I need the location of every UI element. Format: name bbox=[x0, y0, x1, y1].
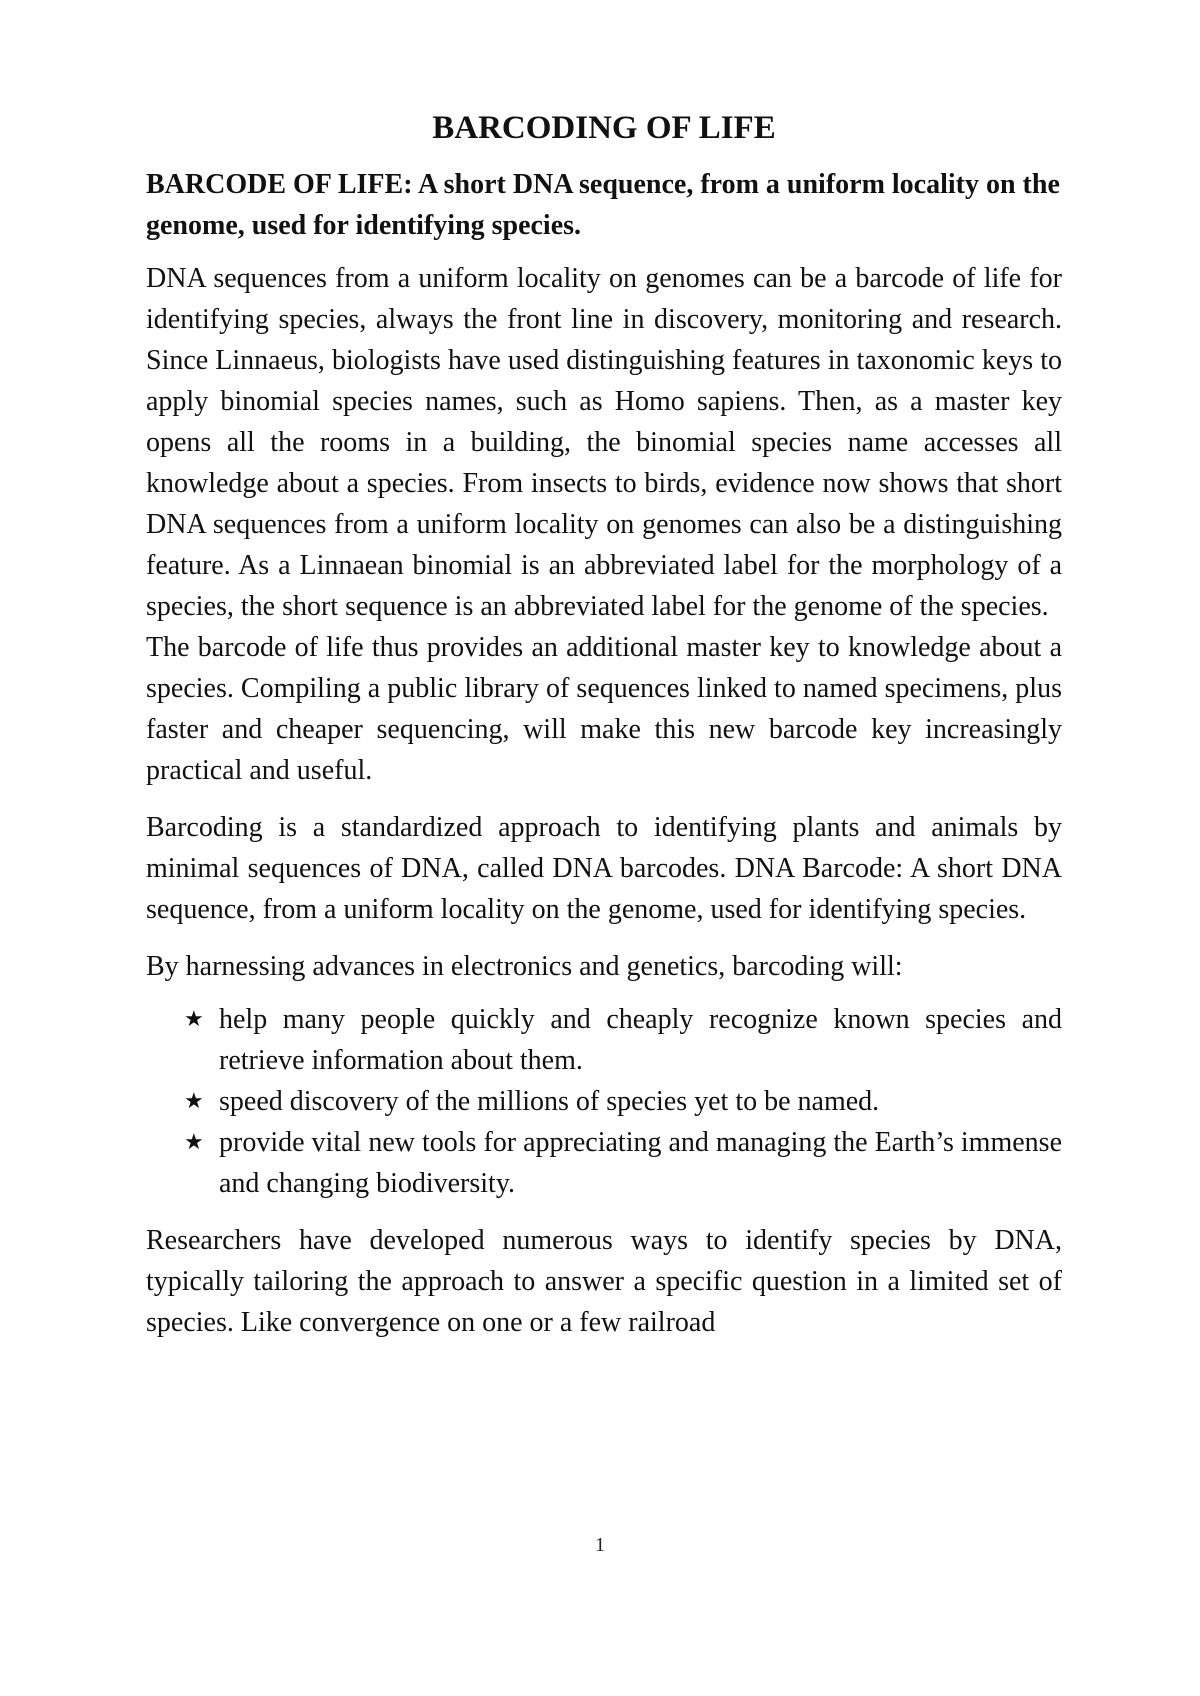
list-item bbox=[146, 1081, 1062, 1122]
list-item-text: help many people quickly and cheaply recognize known species and retrieve information about them. bbox=[219, 1004, 1062, 1076]
list-item bbox=[146, 999, 1062, 1081]
list-item bbox=[146, 1122, 1062, 1204]
paragraph-barcoding-approach: Barcoding is a standardized approach to identifying plants and animals by minimal sequences of DNA, called DNA barcodes. DNA Barcode: A short DNA sequence, from a uniform locality on the genome, used for identifying species. bbox=[146, 812, 1062, 925]
paragraph-intro: DNA sequences from a uniform locality on genomes can be a barcode of life for identifying species, always the front line in discovery, monitoring and research. Since Linnaeus, biologists have used distinguishing features in taxonomic keys to apply binomial species names, such as Homo sapiens. Then, as a master key opens all the rooms in a building, the binomial species name accesses all knowledge about a species. From insects to birds, evidence now shows that short DNA sequences from a uniform locality on genomes can also be a distinguishing feature. As a Linnaean binomial is an abbreviated label for the morphology of a species, the short sequence is an abbreviated label for the genome of the species. bbox=[146, 263, 1062, 622]
barcode-definition: BARCODE OF LIFE: A short DNA sequence, from a uniform locality on the genome, used for identifying species. bbox=[146, 169, 1060, 241]
star-bullet-icon: ★ bbox=[184, 1007, 204, 1032]
list-item-text: speed discovery of the millions of species yet to be named. bbox=[219, 1086, 880, 1117]
benefits-list bbox=[146, 999, 1062, 1204]
star-bullet-icon: ★ bbox=[184, 1089, 204, 1114]
paragraph-researchers: Researchers have developed numerous ways to identify species by DNA, typically tailoring the approach to answer a specific question in a limited set of species. Like convergence on one or a few railroad bbox=[146, 1225, 1062, 1338]
document-title: BARCODING OF LIFE bbox=[432, 110, 776, 146]
paragraph-barcoding-will: By harnessing advances in electronics and genetics, barcoding will: bbox=[146, 951, 903, 982]
page-number: 1 bbox=[595, 1534, 605, 1556]
star-bullet-icon: ★ bbox=[184, 1130, 204, 1155]
page-content bbox=[146, 108, 1062, 1343]
list-item-text: provide vital new tools for appreciating and managing the Earth’s immense and changing biodiversity. bbox=[219, 1127, 1062, 1199]
paragraph-master-key: The barcode of life thus provides an additional master key to knowledge about a species. Compiling a public library of sequences linked to named specimens, plus faster and cheaper sequencing, will make this new barcode key increasingly practical and useful. bbox=[146, 632, 1062, 786]
